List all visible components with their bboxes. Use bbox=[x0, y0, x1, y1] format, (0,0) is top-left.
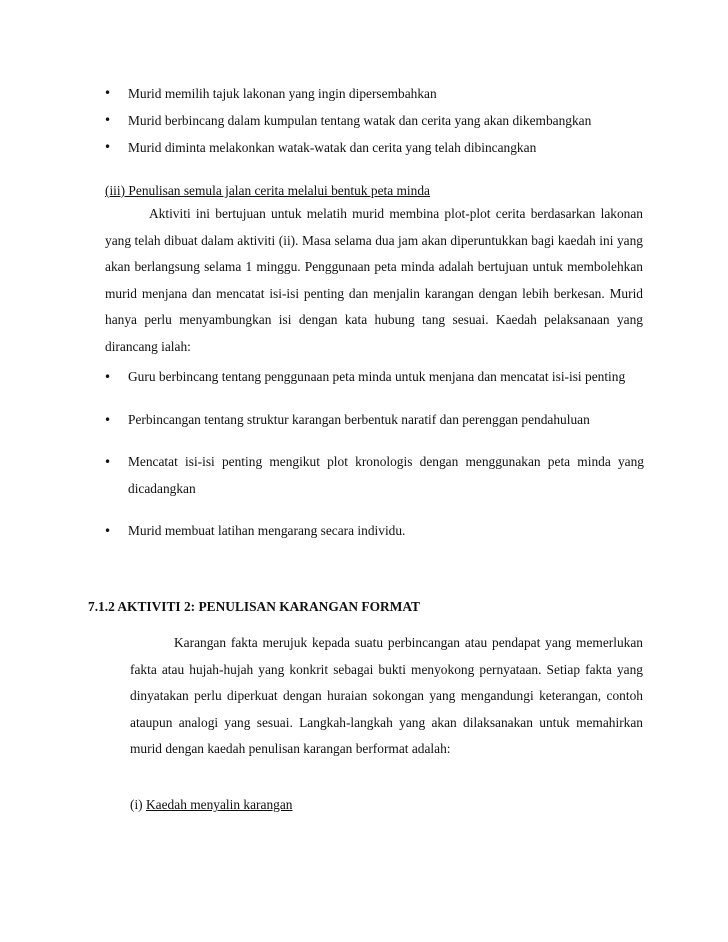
section-iii-heading: (iii) Penulisan semula jalan cerita melalui bentuk peta minda bbox=[105, 183, 430, 198]
list-item bbox=[104, 364, 644, 391]
subsection-i-heading bbox=[130, 796, 293, 813]
list-item bbox=[104, 139, 644, 156]
method-bullet-list bbox=[104, 364, 644, 545]
list-item-text: Perbincangan tentang struktur karangan berbentuk naratif dan perenggan pendahuluan bbox=[128, 411, 590, 427]
section-iii-paragraph-text: Aktiviti ini bertujuan untuk melatih murid membina plot-plot cerita berdasarkan lakonan yang telah dibuat dalam aktiviti (ii). Masa selama dua jam akan diperuntukkan bagi kaedah ini yang akan berlangsung selama 1 minggu. Penggunaan peta minda adalah bertujuan untuk membolehkan murid menjana dan mencatat isi-isi penting dan menjalin karangan dengan lebih berkesan. Murid hanya perlu menyambungkan isi dengan kata hubung tang sesuai. Kaedah pelaksanaan yang dirancang ialah: bbox=[105, 206, 643, 354]
list-item bbox=[104, 449, 644, 502]
list-item-text: Murid diminta melakonkan watak-watak dan cerita yang telah dibincangkan bbox=[128, 140, 537, 155]
bullet-icon: • bbox=[104, 455, 112, 469]
bullet-icon: • bbox=[104, 86, 112, 100]
section-712-paragraph-text: Karangan fakta merujuk kepada suatu perbincangan atau pendapat yang memerlukan fakta atau hujah-hujah yang konkrit sebagai bukti menyokong pernyataan. Setiap fakta yang dinyatakan perlu diperkuat dengan huraian sokongan yang mengandungi keterangan, contoh ataupun analogi yang sesuai. Langkah-langkah yang akan dilaksanakan untuk memahirkan murid dengan kaedah penulisan karangan berformat adalah: bbox=[130, 635, 643, 756]
section-712-paragraph bbox=[130, 630, 643, 763]
list-item-text: Mencatat isi-isi penting mengikut plot kronologis dengan menggunakan peta minda yang dicadangkan bbox=[128, 454, 644, 496]
list-item bbox=[104, 518, 644, 545]
list-item bbox=[104, 112, 644, 129]
subsection-i-prefix: (i) bbox=[130, 797, 146, 812]
list-item bbox=[104, 85, 644, 102]
section-iii bbox=[105, 182, 643, 360]
list-item bbox=[104, 407, 644, 434]
bullet-icon: • bbox=[104, 113, 112, 127]
section-iii-paragraph bbox=[105, 201, 643, 360]
section-712 bbox=[130, 630, 643, 763]
bullet-icon: • bbox=[104, 412, 112, 427]
list-item-text: Guru berbincang tentang penggunaan peta minda untuk menjana dan mencatat isi-isi penting bbox=[128, 369, 626, 384]
activity-bullet-list bbox=[104, 85, 644, 166]
bullet-icon: • bbox=[104, 370, 112, 384]
section-712-heading: 7.1.2 AKTIVITI 2: PENULISAN KARANGAN FORMAT bbox=[88, 599, 420, 614]
bullet-icon: • bbox=[104, 140, 112, 154]
bullet-icon: • bbox=[104, 524, 112, 538]
subsection-i-title: Kaedah menyalin karangan bbox=[146, 797, 293, 812]
list-item-text: Murid membuat latihan mengarang secara individu. bbox=[128, 523, 406, 538]
list-item-text: Murid berbincang dalam kumpulan tentang watak dan cerita yang akan dikembangkan bbox=[128, 113, 592, 128]
list-item-text: Murid memilih tajuk lakonan yang ingin dipersembahkan bbox=[128, 86, 437, 101]
